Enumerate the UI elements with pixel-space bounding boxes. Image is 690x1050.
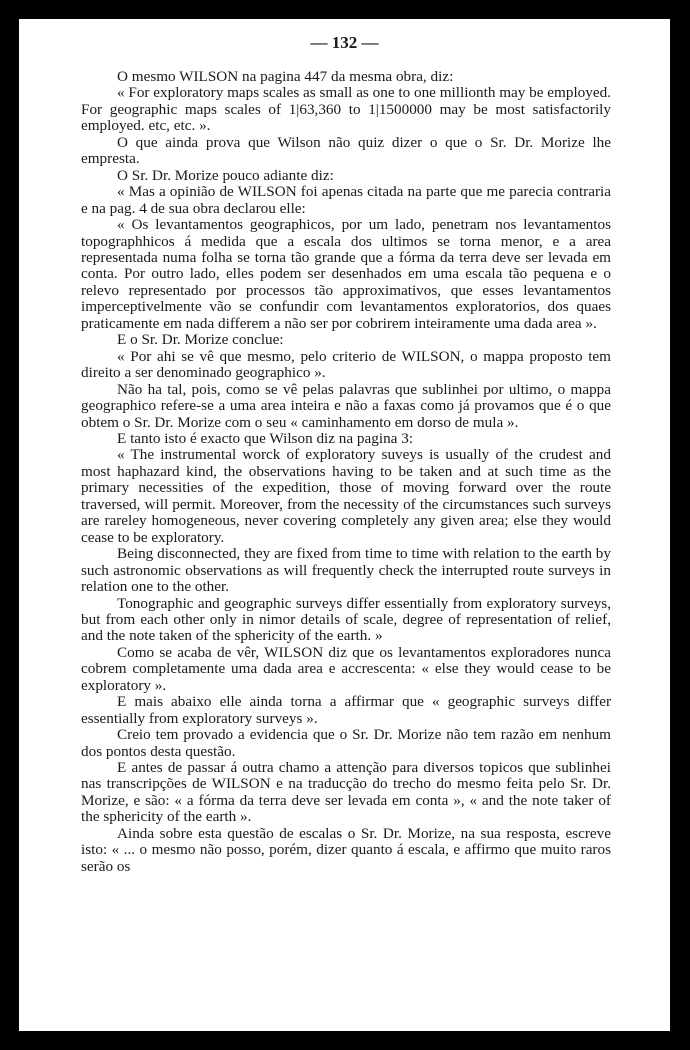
paragraph: O mesmo WILSON na pagina 447 da mesma obra, diz: [117, 68, 454, 85]
paragraph: O Sr. Dr. Morize pouco adiante diz: [117, 166, 334, 184]
paragraph: Como se acaba de vêr, WILSON diz que os levantamentos exploradores nunca cobrem completamente uma dada area e accrescenta: « else they would cease to be exploratory ». [81, 643, 611, 694]
paragraph: E antes de passar á outra chamo a attenção para diversos topicos que sublinhei nas transcripções de WILSON e na traducção do trecho do mesmo feita pelo Sr. Dr. Morize, e são: « a fórma da terra deve ser levada em conta », « and the note taker of the sphericity of the earth ». [81, 759, 611, 826]
paragraph: E mais abaixo elle ainda torna a affirmar que « geographic surveys differ essentially from exploratory surveys ». [81, 693, 611, 727]
paragraph: Being disconnected, they are fixed from time to time with relation to the earth by such astronomic observations as will frequently check the interrupted route surveys in relation one to the other. [81, 545, 611, 596]
page-body [81, 69, 611, 875]
paragraph: Não ha tal, pois, como se vê pelas palavras que sublinhei por ultimo, o mappa geographico refere-se a uma area inteira e não a faxas como já provamos que é o que obtem o Sr. Dr. Morize com o seu « caminhamento em dorso de mula ». [81, 380, 611, 431]
page-number: — 132 — [310, 33, 379, 52]
paragraph: Tonographic and geographic surveys differ essentially from exploratory surveys, but from each other only in nimor details of scale, degree of representation of relief, and the note taken of the sphericity of the earth. » [81, 594, 611, 645]
paragraph: « The instrumental worck of exploratory suveys is usually of the crudest and most haphazard kind, the observations having to be taken and at such time as the primary necessities of the expedition, those of moving forward over the route traversed, will permit. Moreover, from the necessity of the circumstances such surveys are rareley homogeneous, never covering completely any given area; else they would cease to be exploratory. [81, 446, 611, 546]
paragraph: Ainda sobre esta questão de escalas o Sr. Dr. Morize, na sua resposta, escreve isto: « ... o mesmo não posso, porém, dizer quanto á escala, e affirmo que muito raros serão os [81, 824, 611, 875]
paragraph: Creio tem provado a evidencia que o Sr. Dr. Morize não tem razão em nenhum dos pontos desta questão. [81, 726, 611, 760]
document-page [19, 19, 670, 1031]
paragraph: « Mas a opinião de WILSON foi apenas citada na parte que me parecia contraria e na pag. 4 de sua obra declarou elle: [81, 183, 611, 217]
paragraph: O que ainda prova que Wilson não quiz dizer o que o Sr. Dr. Morize lhe empresta. [81, 133, 611, 168]
paragraph: « Por ahi se vê que mesmo, pelo criterio de WILSON, o mappa proposto tem direito a ser denominado geographico ». [81, 347, 611, 382]
paragraph: « Os levantamentos geographicos, por um lado, penetram nos levantamentos topographhicos á medida que a escala dos ultimos se torna menor, e a area representada numa folha se torna tão grande que a fórma da terra deve ser levada em conta. Por outro lado, elles podem ser desenhados em uma escala tão pequena e o relevo representado por processos tão approximativos, que esses levantamentos imperceptivelmente vão se confundir com levantamentos exploratorios, dos quaes praticamente em nada differem a não ser por cobrirem inteiramente uma dada area ». [81, 216, 611, 332]
paragraph: E o Sr. Dr. Morize conclue: [117, 331, 284, 349]
paragraph: « For exploratory maps scales as small as one to one millionth may be employed. For geographic maps scales of 1|63,360 to 1|1500000 may be most satisfactorily employed. etc, etc. ». [81, 84, 611, 135]
paragraph: E tanto isto é exacto que Wilson diz na pagina 3: [117, 429, 414, 447]
